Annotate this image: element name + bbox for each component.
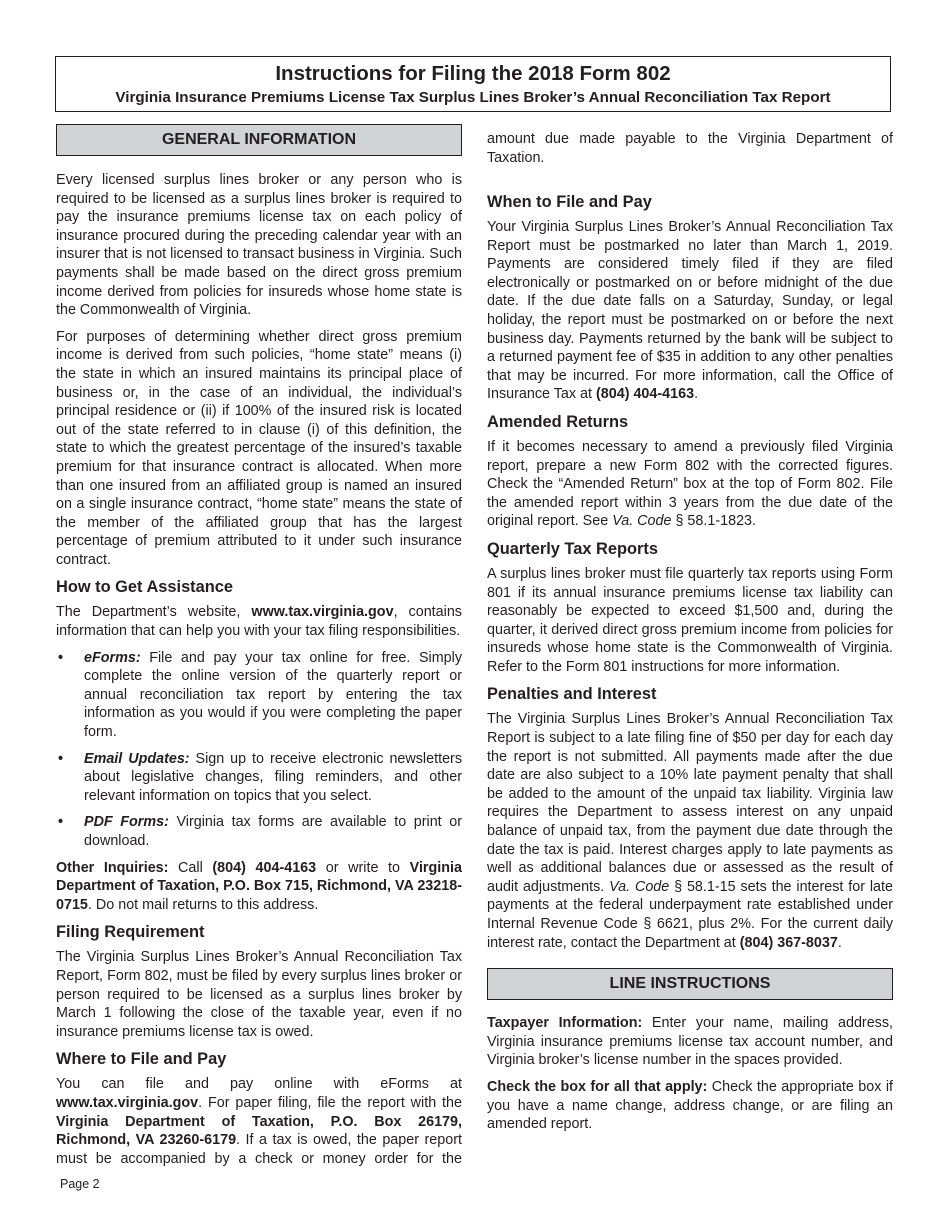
list-item: • eForms: File and pay your tax online for free. Simply complete the online version of the quarterly report or annual reconciliation tax report by entering the tax information as you would if you were completing the paper form. (58, 649, 462, 741)
general-information-heading: GENERAL INFORMATION (56, 124, 462, 156)
assistance-heading: How to Get Assistance (56, 578, 233, 597)
taxpayer-information: Taxpayer Information: Enter your name, mailing address, Virginia insurance premiums license tax account number, and Virginia broker’s license number in the spaces provided. (487, 1015, 894, 1069)
other-inquiries: Other Inquiries: Call (804) 404-4163 or write to Virginia Department of Taxation, P.O. Box 715, Richmond, VA 23218-0715. Do not mail returns to this address. (56, 859, 462, 913)
where-to-file-text: You can file and pay online with eForms at www.tax.virginia.gov. For paper filing, file the report with the Virginia Department of Taxation, P.O. Box 26179, Richmond, VA 23260-6179. If a tax is owed, the paper report must be accompanied by a check or money order for the (56, 1076, 462, 1167)
where-to-file-heading: Where to File and Pay (56, 1050, 227, 1069)
right-column-content (487, 192, 893, 1142)
penalties-text: The Virginia Surplus Lines Broker’s Annual Reconciliation Tax Report is subject to a late filing fine of $50 per day for each day the report is not submitted. All payments made after the due date are also subject to a 10% late payment penalty that shall be added to the amount of the unpaid tax liability. Virginia law requires the Department to assess interest on any unpaid balance of unpaid tax, from the payment due date through the date the tax is paid. Interest charges apply to late payments as well as additional balances due or assessed as the result of audit adjustments. Va. Code § 58.1-15 sets the interest for late payments at the federal underpayment rate established under Internal Revenue Code § 6621, plus 2%. For the current daily interest rate, contact the Department at (804) 367-8037. (487, 711, 893, 951)
list-item: • Email Updates: Sign up to receive electronic newsletters about legislative changes, filing reminders, and other relevant information on topics that you select. (58, 750, 462, 804)
bullet-icon: • (58, 750, 64, 767)
line-instructions-heading: LINE INSTRUCTIONS (487, 968, 893, 1000)
website-link[interactable]: www.tax.virginia.gov (251, 604, 394, 621)
amended-returns-text: If it becomes necessary to amend a previously filed Virginia report, prepare a new Form 802 with the corrected figures. Check the “Amended Return” box at the top of Form 802. File the amended report within 3 years from the due date of the original report. See Va. Code § 58.1-1823. (487, 438, 893, 530)
page-number: Page 2 (60, 1177, 100, 1191)
title-box (55, 56, 891, 112)
when-to-file-text: Your Virginia Surplus Lines Broker’s Annual Reconciliation Tax Report must be postmarked no later than March 1, 2019. Payments are considered timely filed if they are filed electronically or postmarked on or before midnight of the due date. If the due date falls on a Saturday, Sunday, or legal holiday, the report must be postmarked on or before the next business day. Payments returned by the bank will be subject to a returned payment fee of $35 in addition to any other penalties that may be incurred. For more information, call the Office of Insurance Tax at (804) 404-4163. (487, 219, 893, 403)
left-column (56, 124, 462, 1169)
quarterly-heading: Quarterly Tax Reports (487, 539, 658, 558)
assistance-list (56, 649, 462, 851)
list-item: • PDF Forms: Virginia tax forms are available to print or download. (58, 814, 462, 849)
filing-requirement-text: The Virginia Surplus Lines Broker’s Annual Reconciliation Tax Report, Form 802, must be filed by every surplus lines broker or person required to be licensed as a surplus lines broker by March 1 following the close of the taxable year, even if no insurance premiums license tax is owed. (56, 949, 462, 1040)
when-to-file-heading: When to File and Pay (487, 193, 652, 211)
general-paragraph-2: For purposes of determining whether direct gross premium income is derived from such policies, “home state” means (i) the state in which an insured maintains its principal place of business or, in the case of an individual, the individual’s principal residence or (ii) if 100% of the insured risk is located out of the state referred to in clause (i) of this definition, the state to which the greatest percentage of the insured’s taxable premium for that insurance contract is allocated. When more than one insured from an affiliated group is named an insured on a single insurance contract, “home state” means the state of the member of the affiliated group that has the largest percentage of premium attributed to it under such insurance contract. (56, 328, 462, 568)
filing-requirement-heading: Filing Requirement (56, 923, 205, 942)
quarterly-text: A surplus lines broker must file quarterly tax reports using Form 801 if its annual insurance premiums license tax liability can reasonably be expected to exceed $1,500 and, during the quarter, it derived direct gross premium income from policies for insureds whose home state is the Commonwealth of Virginia. Refer to the Form 801 instructions for more information. (487, 565, 893, 675)
bullet-icon: • (58, 649, 64, 666)
page-title: Instructions for Filing the 2018 Form 802 (275, 62, 671, 85)
assistance-intro: The Department’s website, www.tax.virginia.gov, contains information that can help you with your tax filing responsibilities. (56, 604, 462, 640)
general-paragraph-1: Every licensed surplus lines broker or any person who is required to be licensed as a surplus lines broker is required to pay the insurance premiums license tax on each policy of insurance procured during the preceding calendar year with an insurer that is not licensed to transact business in Virginia. Such payments shall be made based on the direct gross premium income derived from policies for insureds whose home state is the Commonwealth of Virginia. (56, 172, 462, 319)
page-subtitle: Virginia Insurance Premiums License Tax Surplus Lines Broker’s Annual Reconciliation Tax Report (115, 89, 831, 106)
bullet-icon: • (58, 814, 64, 831)
website-link[interactable]: www.tax.virginia.gov (56, 1094, 199, 1111)
check-box-instructions: Check the box for all that apply: Check the appropriate box if you have a name change, address change, or are filing an amended report. (487, 1078, 893, 1133)
where-to-file-continuation: amount due made payable to the Virginia Department of Taxation. (487, 130, 893, 166)
amended-returns-heading: Amended Returns (487, 412, 629, 431)
penalties-heading: Penalties and Interest (487, 685, 657, 704)
